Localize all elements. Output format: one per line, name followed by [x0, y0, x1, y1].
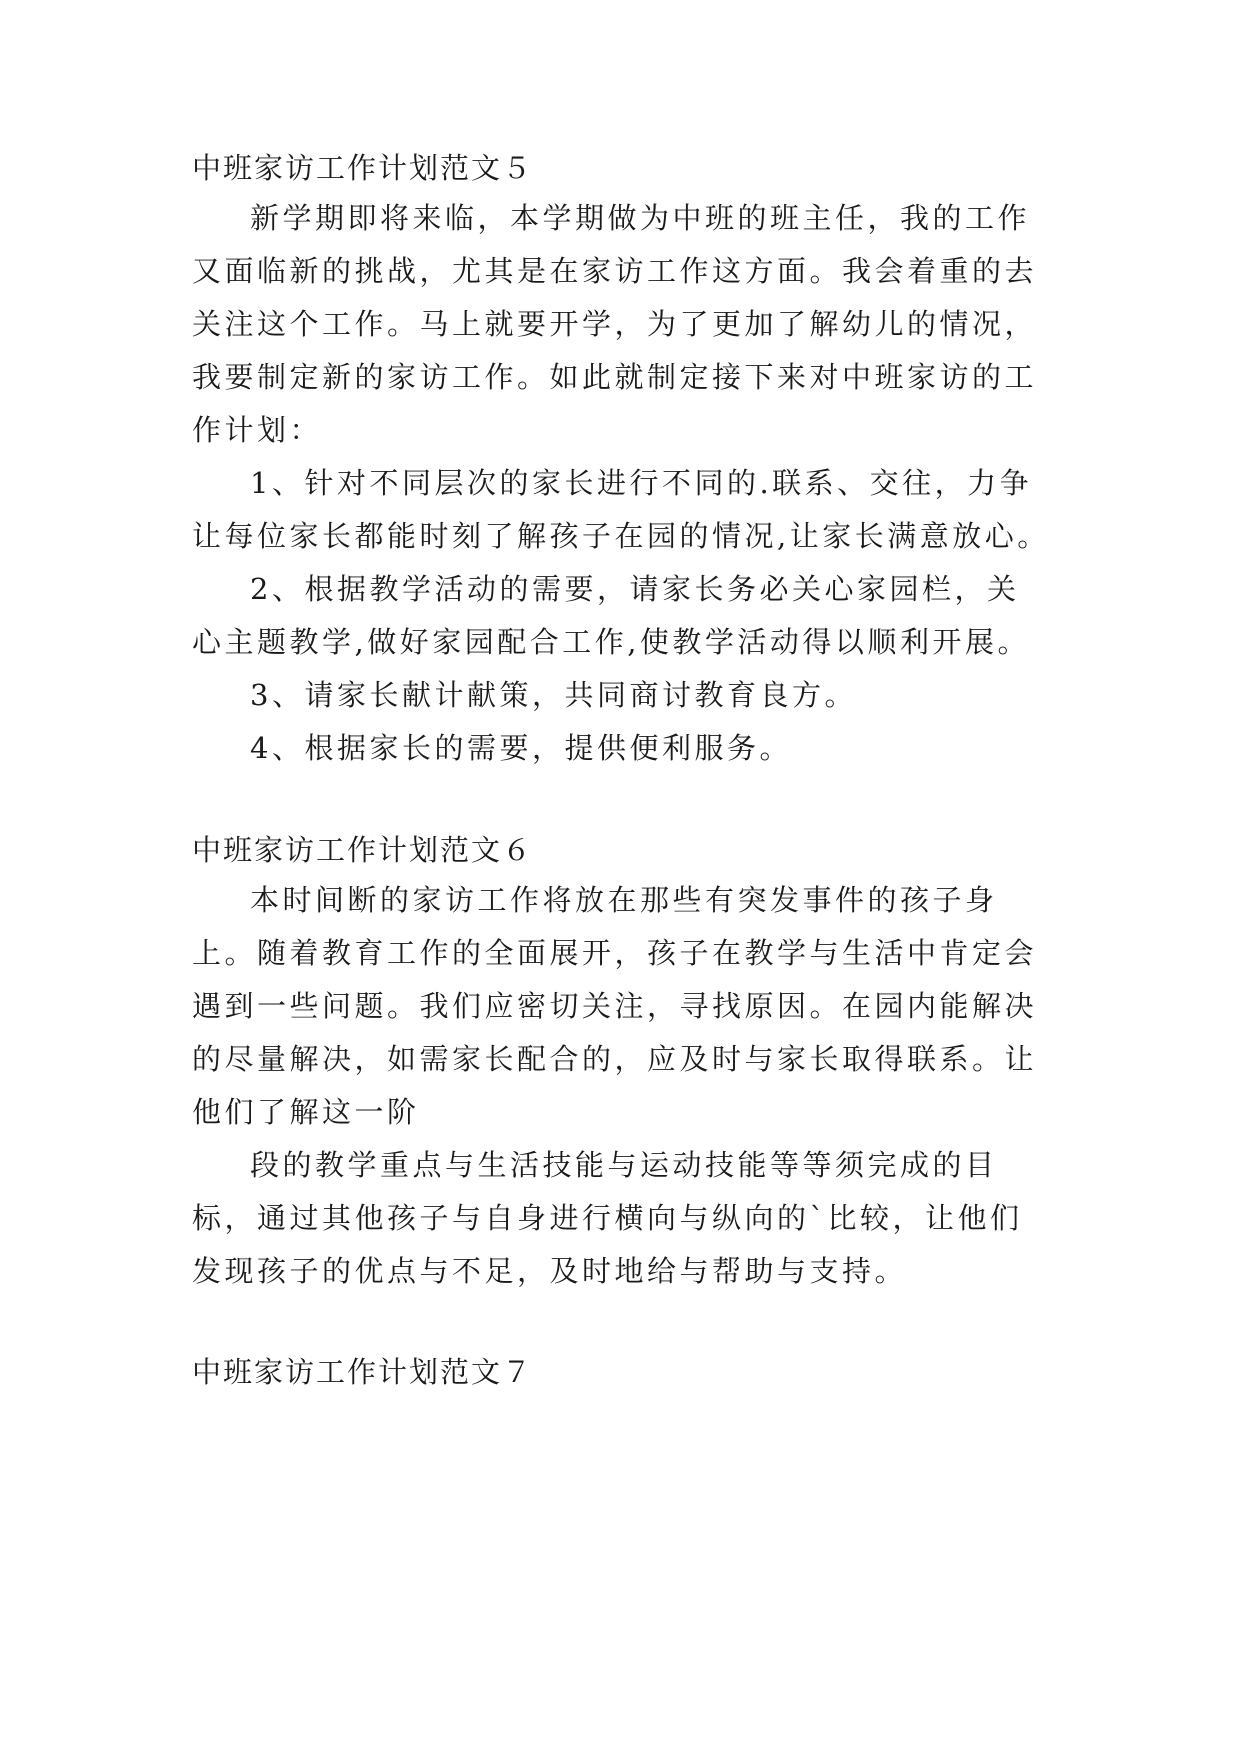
paragraph-line: 上。随着教育工作的全面展开，孩子在教学与生活中肯定会 [192, 936, 1038, 970]
paragraph-line: 标，通过其他孩子与自身进行横向与纵向的`比较，让他们 [192, 1201, 1023, 1235]
list-item-line: 让每位家长都能时刻了解孩子在园的情况,让家长满意放心。 [192, 519, 1050, 553]
paragraph-line: 本时间断的家访工作将放在那些有突发事件的孩子身 [250, 883, 998, 917]
paragraph-line: 的尽量解决，如需家长配合的，应及时与家长取得联系。让 [192, 1042, 1038, 1076]
section-title: 中班家访工作计划范文５ [192, 151, 534, 185]
paragraph-line: 关注这个工作。马上就要开学，为了更加了解幼儿的情况， [192, 307, 1038, 341]
paragraph-line: 发现孩子的优点与不足，及时地给与帮助与支持。 [192, 1254, 908, 1288]
list-item-line: 2、根据教学活动的需要，请家长务必关心家园栏，关 [250, 572, 1020, 606]
section-title: 中班家访工作计划范文７ [192, 1355, 534, 1389]
list-item-line: 4、根据家长的需要，提供便利服务。 [250, 731, 792, 765]
paragraph-line: 他们了解这一阶 [192, 1095, 420, 1129]
paragraph-line: 段的教学重点与生活技能与运动技能等等须完成的目 [250, 1148, 998, 1182]
list-item-line: 3、请家长献计献策，共同商讨教育良方。 [250, 678, 857, 712]
paragraph-line: 作计划： [192, 413, 323, 447]
paragraph-line: 我要制定新的家访工作。如此就制定接下来对中班家访的工 [192, 360, 1038, 394]
paragraph-line: 遇到一些问题。我们应密切关注，寻找原因。在园内能解决 [192, 989, 1038, 1023]
list-item-line: 心主题教学,做好家园配合工作,使教学活动得以顺利开展。 [192, 625, 1030, 659]
paragraph-line: 又面临新的挑战，尤其是在家访工作这方面。我会着重的去 [192, 254, 1038, 288]
paragraph-line: 新学期即将来临，本学期做为中班的班主任，我的工作 [250, 201, 1031, 235]
section-title: 中班家访工作计划范文６ [192, 833, 534, 867]
list-item-line: 1、针对不同层次的家长进行不同的.联系、交往，力争 [250, 466, 1033, 500]
